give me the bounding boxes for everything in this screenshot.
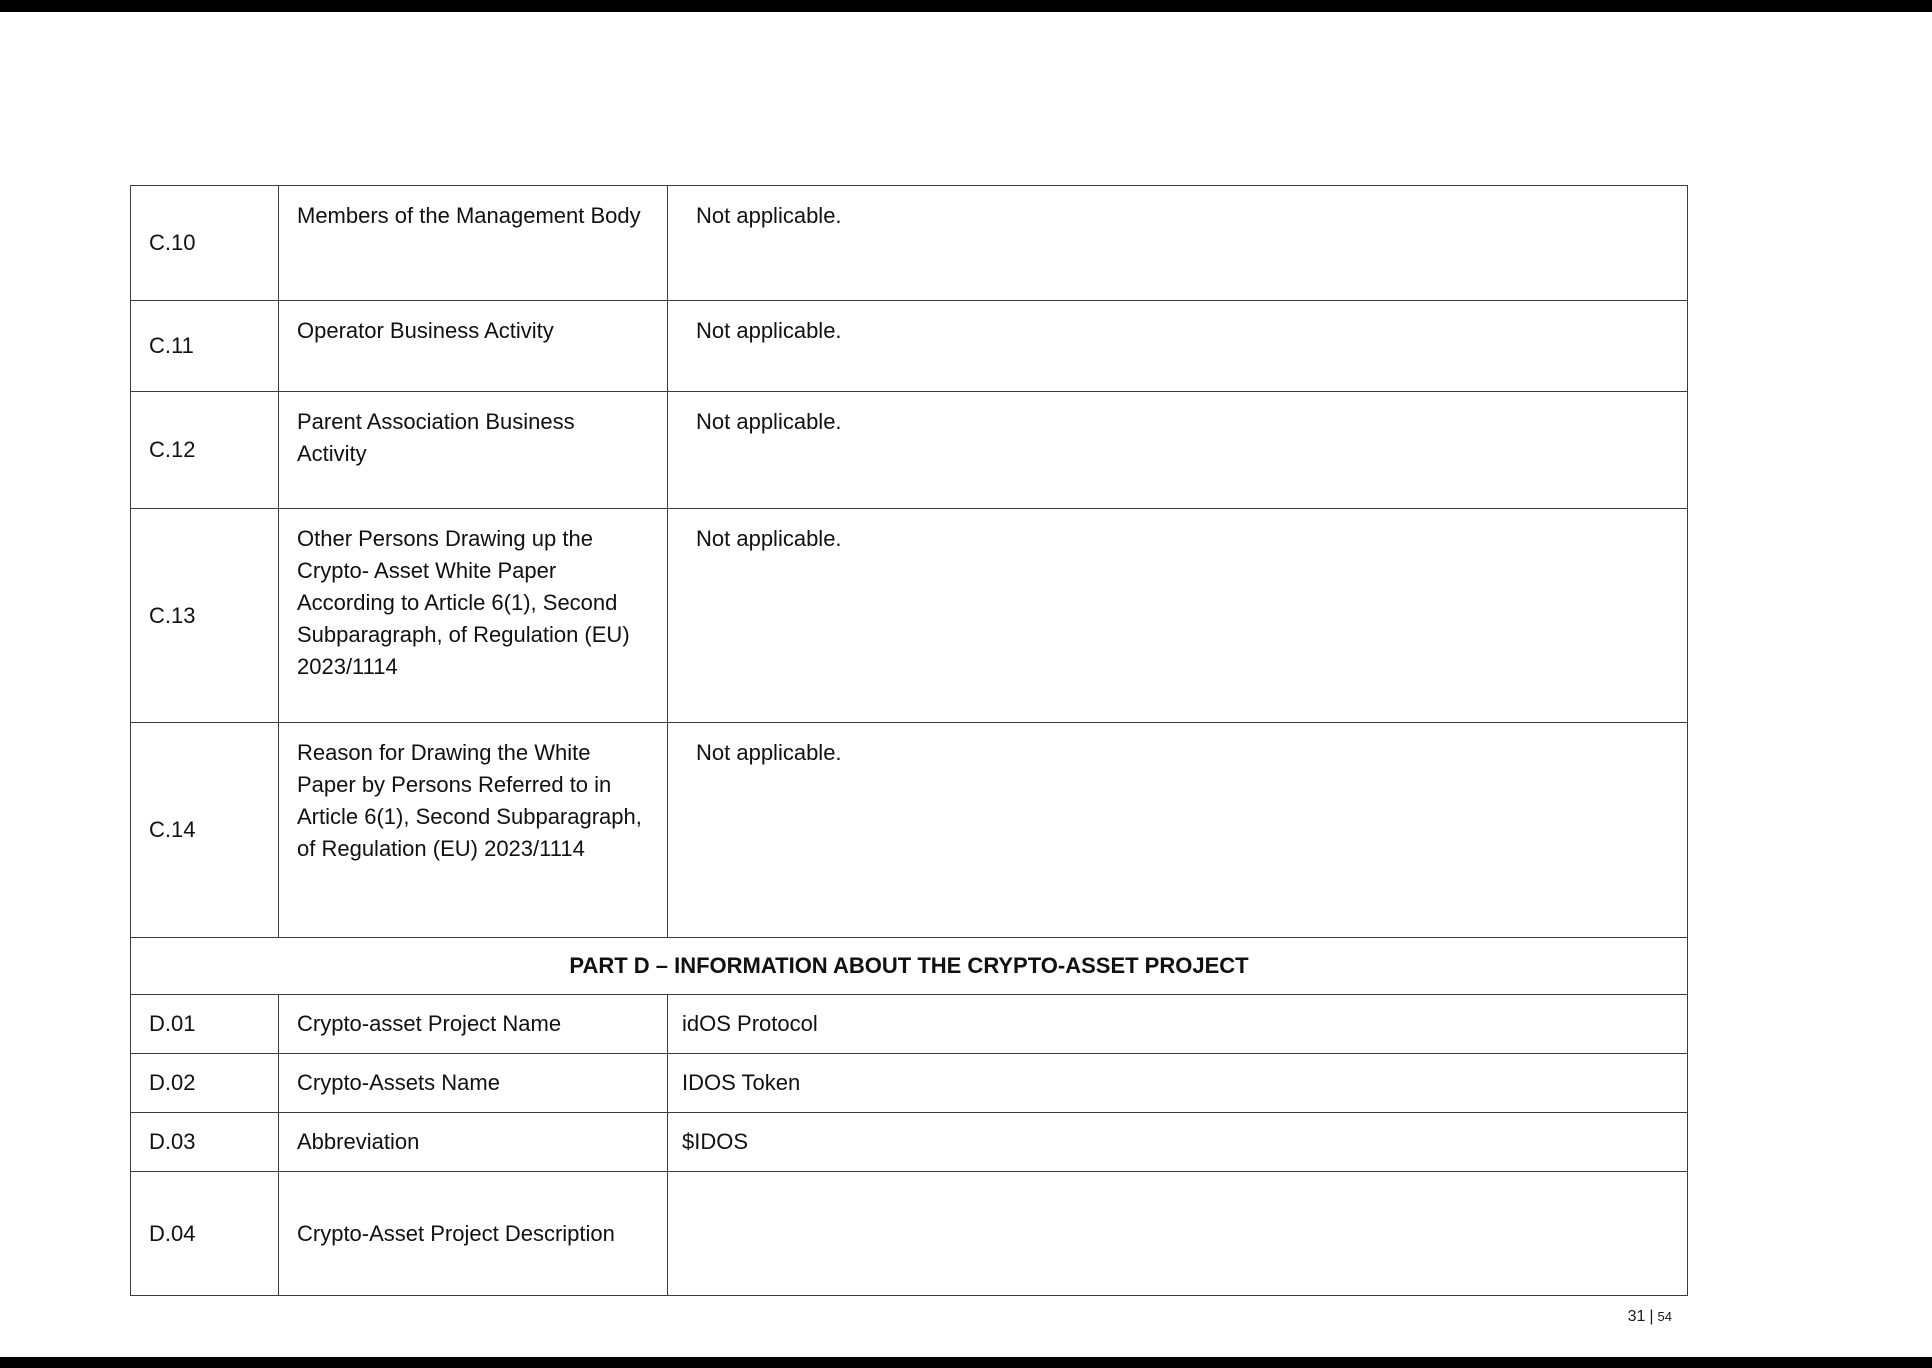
table-row bbox=[131, 392, 1688, 509]
row-id: C.12 bbox=[131, 392, 279, 509]
row-value: IDOS Token bbox=[668, 1054, 1688, 1113]
bottom-edge-bar bbox=[0, 1357, 1932, 1368]
table-row bbox=[131, 1054, 1688, 1113]
section-header-row bbox=[131, 938, 1688, 995]
table-row bbox=[131, 1172, 1688, 1296]
row-id: C.13 bbox=[131, 509, 279, 723]
row-value: Not applicable. bbox=[668, 392, 1688, 509]
table-row bbox=[131, 301, 1688, 392]
row-label: Crypto-asset Project Name bbox=[279, 995, 668, 1054]
row-id: D.02 bbox=[131, 1054, 279, 1113]
table-row bbox=[131, 509, 1688, 723]
row-label: Crypto-Asset Project Description bbox=[279, 1172, 668, 1296]
table-row bbox=[131, 723, 1688, 938]
row-value: Not applicable. bbox=[668, 723, 1688, 938]
table-row bbox=[131, 186, 1688, 301]
row-id: C.14 bbox=[131, 723, 279, 938]
row-id: C.11 bbox=[131, 301, 279, 392]
row-label: Operator Business Activity bbox=[279, 301, 668, 392]
whitepaper-table bbox=[130, 185, 1688, 1296]
page-number bbox=[1628, 1308, 1672, 1326]
row-label: Crypto-Assets Name bbox=[279, 1054, 668, 1113]
row-label: Abbreviation bbox=[279, 1113, 668, 1172]
row-value: Not applicable. bbox=[668, 301, 1688, 392]
row-value: idOS Protocol bbox=[668, 995, 1688, 1054]
table-row bbox=[131, 995, 1688, 1054]
row-id: C.10 bbox=[131, 186, 279, 301]
row-id: D.03 bbox=[131, 1113, 279, 1172]
table-row bbox=[131, 1113, 1688, 1172]
row-value: Not applicable. bbox=[668, 186, 1688, 301]
section-header: PART D – INFORMATION ABOUT THE CRYPTO-ASSET PROJECT bbox=[131, 938, 1688, 995]
top-edge-bar bbox=[0, 0, 1932, 12]
row-label: Other Persons Drawing up the Crypto- Asset White Paper According to Article 6(1), Second Subparagraph, of Regulation (EU) 2023/1114 bbox=[279, 509, 668, 723]
page-number-current: 31 bbox=[1627, 1308, 1646, 1325]
row-label: Reason for Drawing the White Paper by Persons Referred to in Article 6(1), Second Subparagraph, of Regulation (EU) 2023/1114 bbox=[279, 723, 668, 938]
row-label: Parent Association Business Activity bbox=[279, 392, 668, 509]
row-value: Not applicable. bbox=[668, 509, 1688, 723]
row-id: D.01 bbox=[131, 995, 279, 1054]
row-label: Members of the Management Body bbox=[279, 186, 668, 301]
row-value: $IDOS bbox=[668, 1113, 1688, 1172]
row-value bbox=[668, 1172, 1688, 1296]
page-number-total: 54 bbox=[1657, 1309, 1672, 1324]
row-id: D.04 bbox=[131, 1172, 279, 1296]
page-number-separator: | bbox=[1649, 1308, 1654, 1325]
